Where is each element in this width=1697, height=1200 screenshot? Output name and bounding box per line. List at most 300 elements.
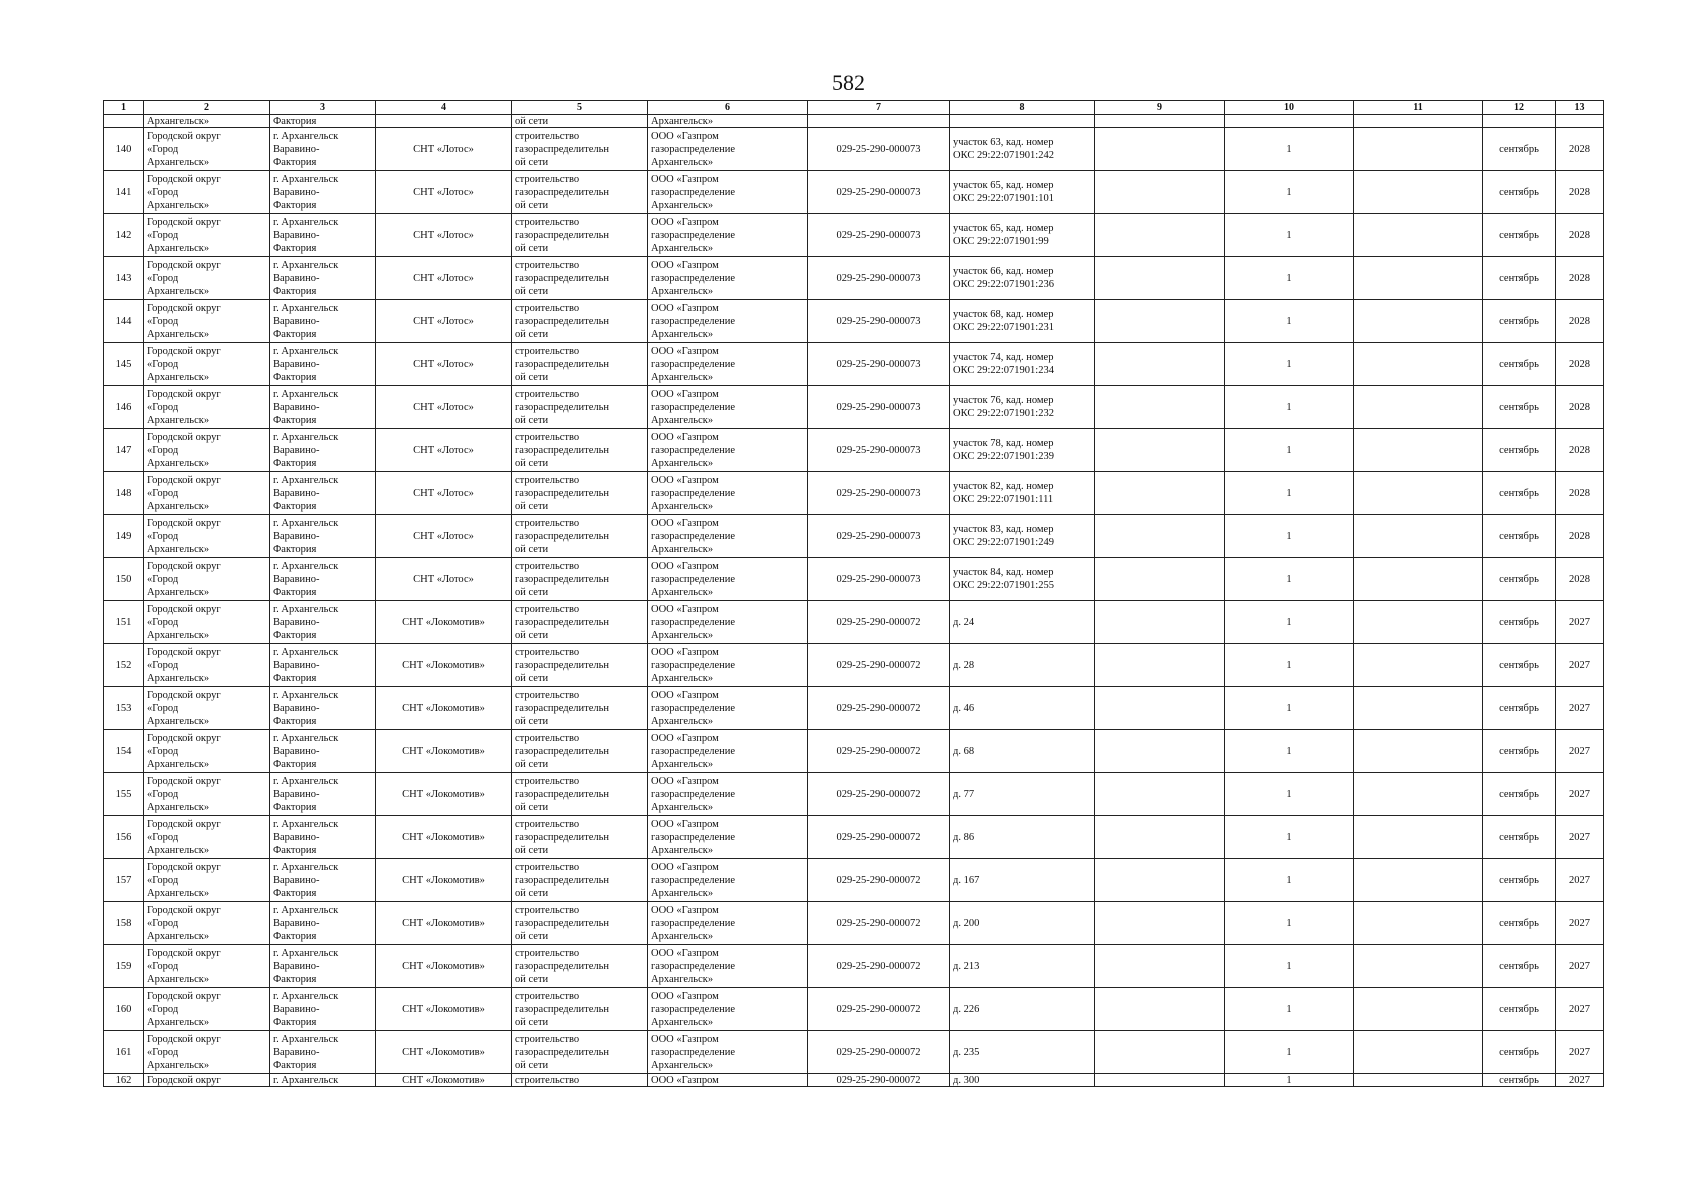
cell-municipality-line: «Город [147,788,179,800]
table-row [104,816,1604,859]
cell-empty [1095,773,1225,816]
cell-address-line: ОКС 29:22:071901:231 [953,322,1054,333]
cell-address-line: ОКС 29:22:071901:234 [953,365,1054,376]
cell-year: 2027 [1556,945,1604,988]
cell-operator-line: газораспределение [651,702,736,714]
cell-work-type-line: газораспределительн [515,745,610,757]
table-row [104,558,1604,601]
cell-operator-line: Архангельск» [651,973,714,985]
cell-locality [270,773,376,816]
cell-operator-line: газораспределение [651,530,736,542]
cell-locality [270,730,376,773]
cell-locality [270,171,376,214]
cell-work-type-line: газораспределительн [515,143,610,155]
cell-locality [270,902,376,945]
table-row [104,386,1604,429]
cell-operator-line: ООО «Газпром [651,259,719,271]
cell-year: 2027 [1556,687,1604,730]
cell-count: 1 [1225,472,1354,515]
cell-month: сентябрь [1483,816,1556,859]
table-row-partial [104,1074,1604,1087]
cell-empty [1354,644,1483,687]
cell-work-type-line: ой сети [515,199,549,211]
cell-municipality-line: «Город [147,315,179,327]
cell-locality [270,472,376,515]
cell-operator-line: Архангельск» [651,457,714,469]
cell-work-type-line: ой сети [515,758,549,770]
cell-work-type-line: газораспределительн [515,272,610,284]
cell-operator [648,687,808,730]
column-number-row [104,101,1604,115]
cell-operator-line: Архангельск» [651,758,714,770]
cell-municipality-line: Архангельск» [147,973,210,985]
cell-operator-line: ООО «Газпром [651,947,719,959]
cell-year: 2027 [1556,1031,1604,1074]
cell-municipality-line: Архангельск» [147,199,210,211]
cell-work-type-line: газораспределительн [515,831,610,843]
cell-program-code: 029-25-290-000073 [808,472,950,515]
cell-operator-line: Архангельск» [651,1016,714,1028]
cell-operator-line: газораспределение [651,960,736,972]
cell-object: СНТ «Лотос» [376,558,512,601]
cell-work-type-line: ой сети [515,1059,549,1071]
cell-address-line: участок 68, кад. номер [953,309,1054,320]
cell-locality-line: Варавино- [273,530,320,542]
cell-municipality-line: Архангельск» [147,1016,210,1028]
cell-year: 2027 [1556,1074,1604,1087]
cell-object: СНТ «Локомотив» [376,1031,512,1074]
cell-object: СНТ «Локомотив» [376,902,512,945]
cell-address [950,1031,1095,1074]
cell-operator-line: Архангельск» [651,715,714,727]
cell-locality-line: г. Архангельск [273,732,339,744]
cell-year: 2027 [1556,730,1604,773]
cell-month: сентябрь [1483,128,1556,171]
cell-empty [1354,1074,1483,1087]
cell-row-number: 147 [104,429,144,472]
cell-year: 2028 [1556,472,1604,515]
column-header: 5 [512,101,648,115]
cell-work-type-line: газораспределительн [515,401,610,413]
cell-locality-line: Варавино- [273,1046,320,1058]
cell-address [950,601,1095,644]
column-header: 13 [1556,101,1604,115]
cell-locality-line: г. Архангельск [273,689,339,701]
cell-locality-line: г. Архангельск [273,603,339,615]
cell-month: сентябрь [1483,859,1556,902]
cell-locality-line: Фактория [273,887,317,899]
table-row [104,128,1604,171]
cell-operator [648,1031,808,1074]
cell-operator [648,859,808,902]
cell-operator [648,128,808,171]
cell-object: СНТ «Лотос» [376,128,512,171]
cell-operator-line: ООО «Газпром [651,216,719,228]
cell-operator-line: ООО «Газпром [651,904,719,916]
cell-locality-line: Фактория [273,371,317,383]
cell-locality-line: Варавино- [273,831,320,843]
cell-municipality [144,859,270,902]
cell-locality-line: Варавино- [273,229,320,241]
cell-month: сентябрь [1483,386,1556,429]
cell-operator-line: газораспределение [651,1003,736,1015]
cell-locality-line: г. Архангельск [273,130,339,142]
cell-address [950,945,1095,988]
cell-work-type-line: строительство [515,216,580,228]
cell-empty [1095,687,1225,730]
cell-operator [648,343,808,386]
cell-work-type [512,773,648,816]
cell-operator-line: Архангельск» [651,500,714,512]
cell-municipality-line: «Город [147,831,179,843]
cell-program-code: 029-25-290-000073 [808,558,950,601]
cell-address [950,816,1095,859]
cell-empty [1354,343,1483,386]
cell-work-type-line: ой сети [515,156,549,168]
cell-row-number: 144 [104,300,144,343]
cell-operator [648,515,808,558]
cell-address-line: д. 213 [953,960,980,972]
cell-municipality-line: Архангельск» [147,887,210,899]
cell-municipality [144,1031,270,1074]
cell-work-type [512,988,648,1031]
cell-municipality-line: Городской округ [147,302,221,314]
cell-locality-line: Варавино- [273,960,320,972]
cell-municipality-line: Городской округ [147,775,221,787]
cell-work-type-line: ой сети [515,371,549,383]
cell-municipality-line: Архангельск» [147,844,210,856]
cell-municipality-line: Городской округ [147,517,221,529]
table-row [104,601,1604,644]
cell-address-line: ОКС 29:22:071901:239 [953,451,1054,462]
cell-empty [1354,171,1483,214]
table-row [104,343,1604,386]
cell-row-number: 154 [104,730,144,773]
cell-municipality-line: Архангельск» [147,543,210,555]
table-row [104,257,1604,300]
cell-locality-line: г. Архангельск [273,302,339,314]
cell-row-number: 162 [104,1074,144,1087]
cell-municipality-line: Городской округ [147,345,221,357]
cell-program-code: 029-25-290-000073 [808,429,950,472]
cell-operator-line: ООО «Газпром [651,818,719,830]
table-row [104,171,1604,214]
cell-program-code: 029-25-290-000072 [808,859,950,902]
cell-year: 2028 [1556,128,1604,171]
cell-operator [648,558,808,601]
cell-month: сентябрь [1483,730,1556,773]
cell-operator-line: ООО «Газпром [651,517,719,529]
cell-operator-line: ООО «Газпром [651,474,719,486]
cell-address [950,988,1095,1031]
cell-locality-line: Варавино- [273,917,320,929]
cell-row-number: 142 [104,214,144,257]
cell-year: 2027 [1556,902,1604,945]
cell-address-line: участок 83, кад. номер [953,524,1054,535]
cell-month: сентябрь [1483,214,1556,257]
cell-operator-line: Архангельск» [651,844,714,856]
cell-count: 1 [1225,601,1354,644]
cell-work-type-line: газораспределительн [515,444,610,456]
cell-empty [1354,687,1483,730]
cell-work-type-line: ой сети [515,586,549,598]
cell-address [950,687,1095,730]
cell-locality [270,558,376,601]
cell-empty [1095,1074,1225,1087]
cell-count: 1 [1225,171,1354,214]
cell-municipality [144,171,270,214]
cell-count: 1 [1225,644,1354,687]
table-row [104,472,1604,515]
cell-count: 1 [1225,300,1354,343]
cell-municipality [144,816,270,859]
cell-municipality [144,902,270,945]
cell-empty [1354,214,1483,257]
cell-object: СНТ «Лотос» [376,214,512,257]
cell-count: 1 [1225,128,1354,171]
cell-locality-line: Фактория [273,844,317,856]
cell-program-code: 029-25-290-000072 [808,1031,950,1074]
cell-work-type [512,300,648,343]
cell-empty [1354,429,1483,472]
cell-count: 1 [1225,1074,1354,1087]
cell-month: сентябрь [1483,687,1556,730]
cell-work-type-line: строительство [515,517,580,529]
cell-empty [1095,1031,1225,1074]
cell-locality-line: Варавино- [273,788,320,800]
cell-locality-line: Варавино- [273,702,320,714]
cell-locality-line: Фактория [273,801,317,813]
cell-municipality-line: «Город [147,702,179,714]
cell-year: 2028 [1556,214,1604,257]
cell-operator-line: Архангельск» [651,1059,714,1071]
cell-municipality-line: «Город [147,1046,179,1058]
cell-work-type [512,429,648,472]
cell-address [950,257,1095,300]
cell-work-type-line: газораспределительн [515,616,610,628]
cell-work-type-line: газораспределительн [515,702,610,714]
cell-work-type [512,171,648,214]
cell-locality-line: г. Архангельск [273,861,339,873]
cell-operator-line: ООО «Газпром [651,689,719,701]
cell-month: сентябрь [1483,558,1556,601]
cell-locality-line: г. Архангельск [273,345,339,357]
cell-municipality-line: Архангельск» [147,1059,210,1071]
cell-locality-line: г. Архангельск [273,775,339,787]
cell-month: сентябрь [1483,257,1556,300]
cell-month: сентябрь [1483,945,1556,988]
cell-work-type-line: строительство [515,732,580,744]
cell-operator-line: Архангельск» [651,328,714,340]
cell-year: 2028 [1556,343,1604,386]
cell-work-type-line: газораспределительн [515,788,610,800]
cell-program-code: 029-25-290-000072 [808,644,950,687]
cell-year: 2028 [1556,515,1604,558]
cell-work-type-line: ой сети [515,543,549,555]
cell-program-code: 029-25-290-000073 [808,515,950,558]
cell-locality-line: г. Архангельск [273,990,339,1002]
cell-municipality-line: Городской округ [147,818,221,830]
cell-empty [1354,816,1483,859]
cell-year: 2028 [1556,429,1604,472]
cell-empty [1095,515,1225,558]
cell-address-line: д. 46 [953,702,975,714]
cell-month: сентябрь [1483,902,1556,945]
cell-work-type-line: строительство [515,646,580,658]
cell-locality-line: г. Архангельск [273,818,339,830]
cell-empty [1354,558,1483,601]
cell-work-type: строительство [512,1074,648,1087]
cell-locality-line: Фактория [273,242,317,254]
column-header: 4 [376,101,512,115]
cell-program-code: 029-25-290-000072 [808,687,950,730]
cell-empty [1354,472,1483,515]
cell-address-line: д. 226 [953,1003,980,1015]
cell-program-code: 029-25-290-000073 [808,386,950,429]
cell-municipality-line: Архангельск» [147,629,210,641]
cell-locality [270,945,376,988]
cell-count: 1 [1225,515,1354,558]
cell-work-type [512,558,648,601]
cell-municipality-line: Городской округ [147,646,221,658]
cell-month: сентябрь [1483,429,1556,472]
cell-work-type [512,902,648,945]
cell-municipality-line: Городской округ [147,130,221,142]
cell-municipality-line: «Город [147,186,179,198]
cell-operator-line: газораспределение [651,659,736,671]
cell-municipality [144,343,270,386]
cell-row-number: 140 [104,128,144,171]
cell-object: СНТ «Локомотив» [376,859,512,902]
cell-work-type [512,472,648,515]
cell-work-type-line: газораспределительн [515,1046,610,1058]
cell-locality [270,988,376,1031]
cell-program-code: 029-25-290-000073 [808,171,950,214]
cell-program-code: 029-25-290-000072 [808,902,950,945]
cell-operator [648,816,808,859]
cell-locality [270,687,376,730]
cell-row-number: 146 [104,386,144,429]
cell-operator [648,429,808,472]
cell-address-line: участок 76, кад. номер [953,395,1054,406]
cell-year: 2027 [1556,816,1604,859]
cell-work-type-line: строительство [515,130,580,142]
cell-operator-line: газораспределение [651,401,736,413]
cell-locality-line: Варавино- [273,358,320,370]
cell-program-code: 029-25-290-000073 [808,300,950,343]
cell-work-type-line: ой сети [515,328,549,340]
cell-empty [1095,300,1225,343]
cell-empty [1354,859,1483,902]
cell-work-type-line: ой сети [515,414,549,426]
cell-operator-line: Архангельск» [651,414,714,426]
cell-row-number: 150 [104,558,144,601]
cell-municipality-line: Архангельск» [147,715,210,727]
cell-address-line: участок 66, кад. номер [953,266,1054,277]
cell-program-code: 029-25-290-000072 [808,601,950,644]
cell-program-code: 029-25-290-000073 [808,257,950,300]
cell-work-type-line: ой сети [515,715,549,727]
cell-object: СНТ «Лотос» [376,472,512,515]
cell-work-type: ой сети [512,115,648,128]
cell-operator [648,257,808,300]
cell-empty [1354,988,1483,1031]
cell-municipality-line: «Город [147,960,179,972]
cell-locality [270,601,376,644]
cell-empty [1354,515,1483,558]
cell-work-type-line: ой сети [515,1016,549,1028]
cell-row-number: 143 [104,257,144,300]
cell-locality-line: Фактория [273,586,317,598]
cell-locality-line: Фактория [273,543,317,555]
cell-object: СНТ «Лотос» [376,429,512,472]
cell-address-line: д. 235 [953,1046,980,1058]
cell-municipality [144,214,270,257]
cell-program-code: 029-25-290-000072 [808,945,950,988]
cell-municipality-line: Городской округ [147,216,221,228]
cell-row-number: 155 [104,773,144,816]
cell-month: сентябрь [1483,472,1556,515]
cell-month: сентябрь [1483,515,1556,558]
cell-address [950,472,1095,515]
cell-operator-line: газораспределение [651,745,736,757]
cell-empty [1354,730,1483,773]
cell-work-type [512,816,648,859]
cell-program-code: 029-25-290-000073 [808,343,950,386]
cell-work-type-line: строительство [515,603,580,615]
cell-empty [1095,472,1225,515]
cell-locality-line: Варавино- [273,186,320,198]
cell-year: 2027 [1556,988,1604,1031]
cell-row-number: 161 [104,1031,144,1074]
table-row [104,644,1604,687]
cell-object: СНТ «Лотос» [376,257,512,300]
cell-locality-line: Варавино- [273,487,320,499]
cell-locality-line: Фактория [273,1059,317,1071]
cell-count: 1 [1225,214,1354,257]
cell-locality-line: Фактория [273,285,317,297]
cell-row-number: 157 [104,859,144,902]
cell-address [950,386,1095,429]
cell-locality-line: Фактория [273,629,317,641]
cell-locality-line: Варавино- [273,1003,320,1015]
cell-municipality-line: Городской округ [147,431,221,443]
cell-year: 2028 [1556,257,1604,300]
column-header: 10 [1225,101,1354,115]
cell-count: 1 [1225,386,1354,429]
cell-municipality-line: «Город [147,573,179,585]
cell-operator-line: Архангельск» [651,930,714,942]
cell-locality-line: Фактория [273,414,317,426]
cell-work-type [512,386,648,429]
cell-locality-line: Варавино- [273,444,320,456]
cell-month: сентябрь [1483,1074,1556,1087]
cell-locality [270,343,376,386]
cell-municipality-line: Архангельск» [147,371,210,383]
cell-operator [648,386,808,429]
cell-work-type-line: газораспределительн [515,659,610,671]
cell-operator-line: ООО «Газпром [651,345,719,357]
cell-year: 2028 [1556,386,1604,429]
cell-work-type-line: строительство [515,947,580,959]
cell-object: СНТ «Локомотив» [376,773,512,816]
cell-operator-line: газораспределение [651,143,736,155]
cell-work-type-line: строительство [515,861,580,873]
table-row [104,902,1604,945]
cell-locality-line: Варавино- [273,874,320,886]
cell-address-line: участок 74, кад. номер [953,352,1054,363]
cell-municipality-line: «Город [147,745,179,757]
